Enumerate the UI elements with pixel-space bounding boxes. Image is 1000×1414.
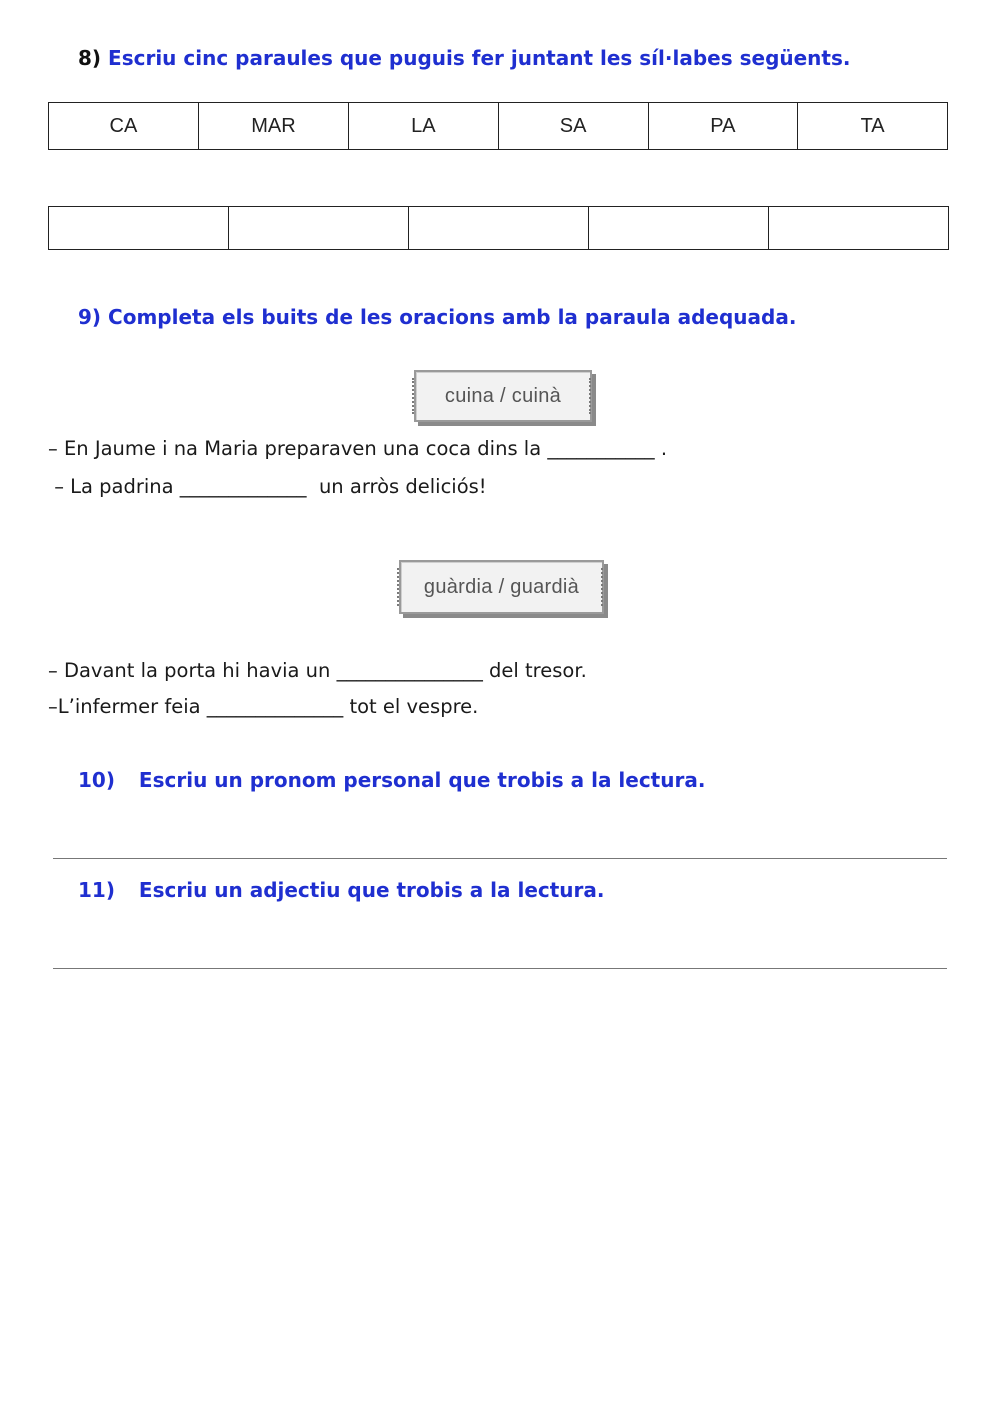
question-10-heading bbox=[78, 768, 705, 792]
word-card-guardia bbox=[399, 560, 604, 614]
answer-word-cell[interactable] bbox=[409, 207, 589, 250]
question-11-title: Escriu un adjectiu que trobis a la lectura. bbox=[138, 878, 605, 902]
sentence-4: –L’infermer feia ______________ tot el vespre. bbox=[48, 695, 479, 718]
syllable-cell: SA bbox=[498, 103, 648, 150]
syllable-cell: MAR bbox=[198, 103, 348, 150]
syllable-cell: LA bbox=[349, 103, 499, 150]
syllables-table bbox=[48, 102, 948, 150]
question-8-title: Escriu cinc paraules que puguis fer juntant les síl·labes següents. bbox=[108, 46, 851, 70]
answer-line-11[interactable] bbox=[53, 968, 947, 969]
word-card-cuina bbox=[414, 370, 592, 422]
sentence-1: – En Jaume i na Maria preparaven una coca dins la ___________ . bbox=[48, 437, 668, 460]
sentence-3: – Davant la porta hi havia un _______________ del tresor. bbox=[48, 659, 587, 682]
syllable-cell: TA bbox=[798, 103, 948, 150]
question-10-number: 10) bbox=[78, 768, 115, 792]
word-card-guardia-label: guàrdia / guardià bbox=[423, 575, 580, 598]
question-11-number: 11) bbox=[78, 878, 115, 902]
answer-word-cell[interactable] bbox=[49, 207, 229, 250]
question-8-number: 8) bbox=[78, 46, 102, 70]
answer-word-cell[interactable] bbox=[769, 207, 949, 250]
question-9-title: Completa els buits de les oracions amb la paraula adequada. bbox=[108, 305, 797, 329]
question-10-title: Escriu un pronom personal que trobis a la lectura. bbox=[138, 768, 706, 792]
syllable-cell: PA bbox=[648, 103, 798, 150]
syllable-cell: CA bbox=[49, 103, 199, 150]
question-8-heading bbox=[78, 46, 850, 70]
question-11-heading bbox=[78, 878, 605, 902]
answer-word-cell[interactable] bbox=[589, 207, 769, 250]
syllables-row bbox=[49, 103, 948, 150]
answer-words-table bbox=[48, 206, 949, 250]
question-9-heading bbox=[78, 305, 796, 329]
answer-words-row bbox=[49, 207, 949, 250]
word-card-cuina-label: cuina / cuinà bbox=[444, 384, 562, 407]
answer-word-cell[interactable] bbox=[229, 207, 409, 250]
question-9-number: 9) bbox=[78, 305, 102, 329]
answer-line-10[interactable] bbox=[53, 858, 947, 859]
sentence-2: – La padrina _____________ un arròs deliciós! bbox=[48, 475, 487, 498]
